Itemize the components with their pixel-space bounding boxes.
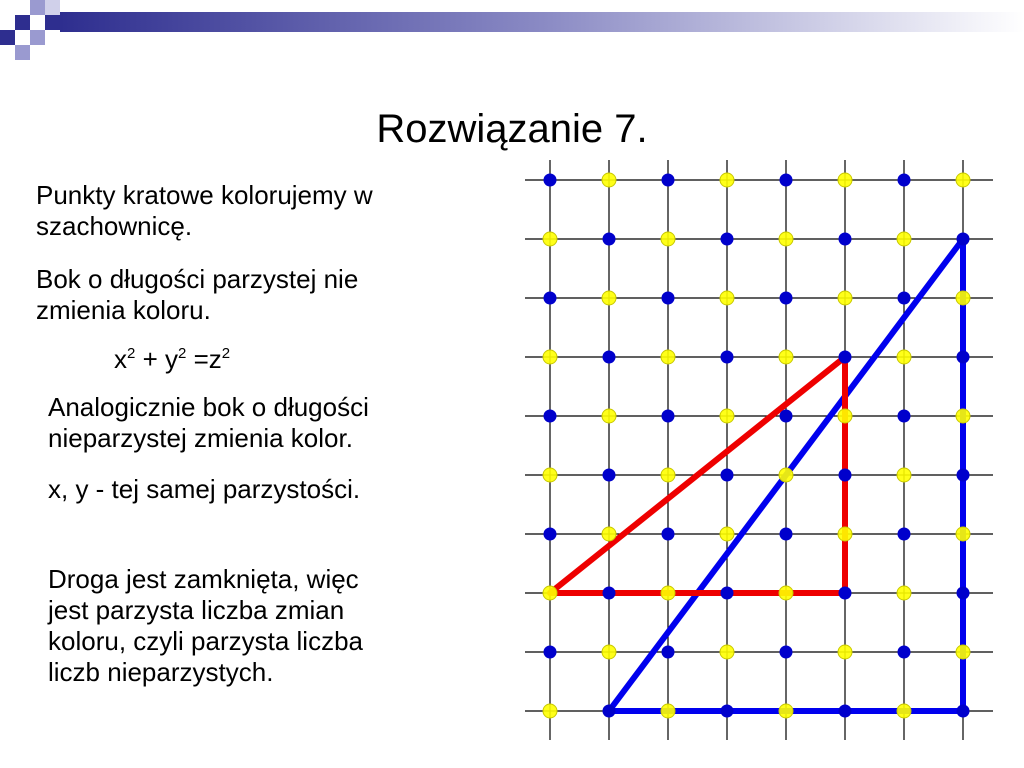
lattice-dot-blue xyxy=(839,469,852,482)
lattice-dot-blue xyxy=(898,646,911,659)
lattice-dot-yellow xyxy=(720,527,734,541)
lattice-dot-yellow xyxy=(543,704,557,718)
lattice-dot-yellow xyxy=(543,232,557,246)
lattice-dot-yellow xyxy=(661,468,675,482)
deco-square xyxy=(45,15,60,30)
grid-lines xyxy=(525,160,993,740)
lattice-dot-blue xyxy=(662,528,675,541)
lattice-dot-yellow xyxy=(897,586,911,600)
deco-square xyxy=(30,30,45,45)
lattice-dot-blue xyxy=(662,410,675,423)
lattice-dot-blue xyxy=(780,292,793,305)
lattice-dot-yellow xyxy=(720,173,734,187)
paragraph-even-side xyxy=(36,264,358,326)
paragraph-conclusion xyxy=(48,564,363,688)
paragraph-parity xyxy=(48,474,360,505)
lattice-dot-yellow xyxy=(543,468,557,482)
lattice-dot-yellow xyxy=(602,645,616,659)
text-line: Punkty kratowe kolorujemy w xyxy=(36,180,373,210)
header-gradient-bar xyxy=(60,12,1024,32)
lattice-dot-yellow xyxy=(661,704,675,718)
paragraph-checkerboard xyxy=(36,180,373,242)
lattice-dot-blue xyxy=(544,646,557,659)
lattice-dot-yellow xyxy=(779,586,793,600)
lattice-dot-blue xyxy=(957,469,970,482)
lattice-diagram xyxy=(525,160,995,745)
lattice-dot-blue xyxy=(603,705,616,718)
lattice-dot-yellow xyxy=(838,291,852,305)
lattice-dot-blue xyxy=(780,646,793,659)
lattice-dot-blue xyxy=(721,351,734,364)
lattice-dot-blue xyxy=(780,528,793,541)
lattice-dot-yellow xyxy=(602,173,616,187)
lattice-dot-blue xyxy=(662,646,675,659)
deco-square xyxy=(15,45,30,60)
pythagorean-formula xyxy=(114,344,230,375)
deco-square xyxy=(0,0,15,15)
text-line: jest parzysta liczba zmian xyxy=(48,595,345,625)
lattice-dot-yellow xyxy=(543,586,557,600)
lattice-dot-blue xyxy=(662,292,675,305)
lattice-dot-yellow xyxy=(956,291,970,305)
lattice-dot-yellow xyxy=(720,291,734,305)
text-line: Droga jest zamknięta, więc xyxy=(48,564,359,594)
lattice-dot-blue xyxy=(544,528,557,541)
lattice-dot-yellow xyxy=(838,409,852,423)
lattice-dot-yellow xyxy=(661,350,675,364)
lattice-dot-yellow xyxy=(838,173,852,187)
paragraph-odd-side xyxy=(48,392,369,454)
formula-exponent: 2 xyxy=(127,345,136,362)
text-line: Bok o długości parzystej nie xyxy=(36,264,359,294)
lattice-dot-blue xyxy=(898,410,911,423)
deco-square xyxy=(0,30,15,45)
lattice-dot-blue xyxy=(603,469,616,482)
lattice-dot-blue xyxy=(544,410,557,423)
lattice-dot-blue xyxy=(839,351,852,364)
lattice-dot-yellow xyxy=(661,232,675,246)
deco-square xyxy=(30,0,45,15)
lattice-dot-yellow xyxy=(720,409,734,423)
text-line: koloru, czyli parzysta liczba xyxy=(48,626,363,656)
text-line: nieparzystej zmienia kolor. xyxy=(48,423,353,453)
lattice-dot-yellow xyxy=(720,645,734,659)
lattice-dot-yellow xyxy=(543,350,557,364)
lattice-dot-yellow xyxy=(897,350,911,364)
lattice-dot-blue xyxy=(957,233,970,246)
lattice-dot-yellow xyxy=(779,468,793,482)
lattice-dot-blue xyxy=(721,705,734,718)
text-line: szachownicę. xyxy=(36,211,193,241)
lattice-dot-blue xyxy=(721,587,734,600)
text-line: x, y - tej samej parzystości. xyxy=(48,474,361,504)
formula-exponent: 2 xyxy=(221,345,231,362)
lattice-dot-yellow xyxy=(956,645,970,659)
lattice-dot-blue xyxy=(957,351,970,364)
formula-exponent: 2 xyxy=(178,345,187,362)
text-line: Analogicznie bok o długości xyxy=(48,392,369,422)
lattice-dot-blue xyxy=(662,174,675,187)
lattice-dot-yellow xyxy=(779,704,793,718)
lattice-dot-blue xyxy=(898,292,911,305)
lattice-dot-yellow xyxy=(602,527,616,541)
lattice-dot-blue xyxy=(721,233,734,246)
lattice-dot-blue xyxy=(839,587,852,600)
lattice-dot-yellow xyxy=(956,173,970,187)
lattice-dot-yellow xyxy=(779,350,793,364)
formula-z: =z xyxy=(193,344,222,374)
lattice-dot-yellow xyxy=(779,232,793,246)
lattice-dot-yellow xyxy=(661,586,675,600)
lattice-dot-blue xyxy=(603,587,616,600)
lattice-dot-blue xyxy=(603,233,616,246)
lattice-dot-blue xyxy=(839,233,852,246)
lattice-dot-blue xyxy=(898,528,911,541)
slide-title: Rozwiązanie 7. xyxy=(376,107,648,151)
lattice-dot-blue xyxy=(957,705,970,718)
lattice-dot-blue xyxy=(957,587,970,600)
lattice-dot-yellow xyxy=(838,645,852,659)
lattice-dot-yellow xyxy=(897,468,911,482)
lattice-dot-blue xyxy=(839,705,852,718)
lattice-dot-yellow xyxy=(956,409,970,423)
lattice-dot-blue xyxy=(898,174,911,187)
text-line: zmienia koloru. xyxy=(36,295,211,325)
text-line: liczb nieparzystych. xyxy=(48,657,274,687)
lattice-dot-yellow xyxy=(897,232,911,246)
lattice-dot-yellow xyxy=(838,527,852,541)
formula-x: x xyxy=(114,344,127,374)
lattice-dot-yellow xyxy=(602,291,616,305)
deco-square xyxy=(15,15,30,30)
deco-square xyxy=(45,0,60,15)
lattice-dot-yellow xyxy=(897,704,911,718)
lattice-dot-blue xyxy=(544,292,557,305)
lattice-dot-yellow xyxy=(602,409,616,423)
lattice-dot-blue xyxy=(780,410,793,423)
lattice-dot-yellow xyxy=(956,527,970,541)
lattice-dots xyxy=(543,173,970,718)
lattice-dot-blue xyxy=(544,174,557,187)
formula-y: + y xyxy=(142,344,178,374)
lattice-dot-blue xyxy=(603,351,616,364)
lattice-dot-blue xyxy=(780,174,793,187)
header-decoration xyxy=(0,0,1024,60)
lattice-dot-blue xyxy=(721,469,734,482)
